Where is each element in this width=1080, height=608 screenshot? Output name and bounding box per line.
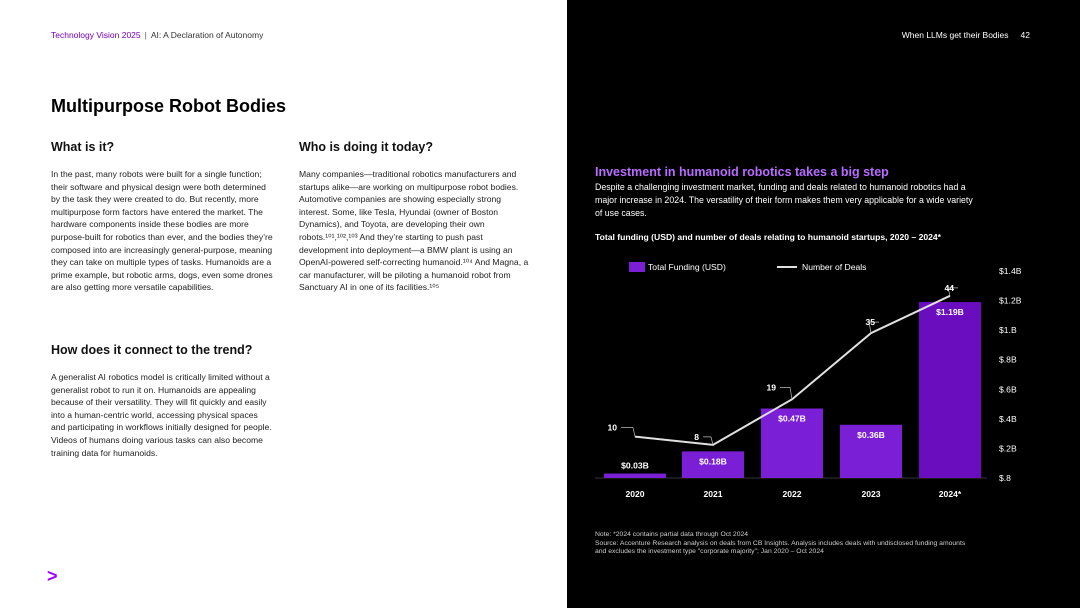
funding-bar-label: $1.19B [936, 307, 964, 318]
x-tick-label: 2021 [703, 489, 723, 499]
what-heading: What is it? [51, 140, 115, 154]
x-tick-label: 2022 [782, 489, 802, 499]
deals-point-label: 8 [694, 431, 699, 442]
chart-caption: Total funding (USD) and number of deals relating to humanoid startups, 2020 – 2024* [595, 232, 942, 242]
funding-bar-label: $0.36B [857, 429, 885, 440]
who-heading: Who is doing it today? [299, 140, 434, 154]
y-tick-label: $1.4B [999, 266, 1022, 276]
who-body: Many companies—traditional robotics manufacturers and startups alike—are working on multipurpose robot bodies. Automotive companies are showing especially strong interest. Some, like Tesla, Hyundai (owner of Boston Dynamics), and Toyota, are developing their own robots.¹⁰¹,¹⁰²,¹⁰³ And they’re starting to push past development into deployment—a BMW plant is using an OpenAI-powered self-correcting humanoid.¹⁰⁴ And Magna, a car manufacturer, will be piloting a humanoid robot from Sanctuary AI in one of its facilities.¹⁰⁵ [299, 169, 529, 293]
deals-label-leader [621, 428, 635, 437]
page-title: Multipurpose Robot Bodies [51, 96, 286, 116]
chart-note [595, 531, 975, 557]
deals-point-label: 35 [865, 317, 875, 328]
what-body: In the past, many robots were built for a single function; their software and physical design were both determined by the task they were created to do. But recently, more multipurpose form factors have entered the market. The hardware components inside these bodies are more purpose-built for robotics than ever, and the bodies they’re composed into are increasingly general-purpose, meaning they can take on multiple types of tasks. Humanoids are a prime example, but robotic arms, dogs, even some drones are also getting more versatile capabilities. [51, 169, 273, 293]
legend-deals-label: Number of Deals [802, 262, 867, 272]
funding-bar-label: $0.18B [699, 456, 727, 467]
header-separator: | [144, 30, 147, 40]
y-tick-label: $.8B [999, 354, 1017, 365]
x-tick-label: 2024* [938, 489, 962, 499]
legend-funding-label: Total Funding (USD) [648, 262, 726, 272]
deals-point-label: 10 [607, 422, 617, 433]
chart-subtitle: Despite a challenging investment market, funding and deals related to humanoid robotics had a major increase in 2024. The versatility of their form makes them very applicable for a wide variety of use cases. [595, 182, 973, 218]
section-name: When LLMs get their Bodies [901, 30, 1009, 40]
report-name: Technology Vision 2025 [51, 30, 141, 40]
funding-bar-label: $0.47B [778, 413, 806, 424]
chart-title: Investment in humanoid robotics takes a big step [595, 165, 889, 179]
y-tick-label: $1.B [999, 325, 1017, 336]
funding-bar [604, 474, 666, 478]
note-source: Source: Accenture Research analysis on deals from CB Insights. Analysis includes deals with undisclosed funding amounts and excludes the investment type "corporate majority"; Jan 2020 – Oct 2024 [595, 539, 966, 556]
funding-deals-chart [567, 0, 1080, 608]
deals-point-label: 19 [766, 382, 776, 393]
y-tick-label: $.2B [999, 443, 1017, 454]
x-tick-label: 2020 [625, 489, 645, 499]
header-breadcrumb [51, 30, 263, 40]
page-number: 42 [1020, 30, 1030, 40]
note-partial-data: Note: *2024 contains partial data through Oct 2024 [595, 531, 749, 538]
deals-label-leader [780, 387, 792, 399]
x-tick-label: 2023 [861, 489, 881, 499]
y-tick-label: $1.2B [999, 295, 1022, 306]
y-tick-label: $.8 [999, 473, 1011, 483]
accenture-logo-icon: > [47, 566, 58, 586]
chart-panel [567, 0, 1080, 608]
y-tick-label: $.4B [999, 413, 1017, 424]
how-heading: How does it connect to the trend? [51, 343, 253, 357]
y-tick-label: $.6B [999, 384, 1017, 395]
how-body: A generalist AI robotics model is critically limited without a generalist robot to run it on. Humanoids are appealing because of their versatility. They will fit quickly and easily into a human-centric world, accessing physical spaces and participating in workflows initially designed for people. Videos of humans doing various tasks can also become training data for humanoids. [51, 372, 272, 458]
report-subtitle: AI: A Declaration of Autonomy [150, 30, 264, 40]
funding-bar [919, 302, 981, 478]
funding-bar-label: $0.03B [621, 460, 649, 471]
deals-point-label: 44 [944, 282, 954, 293]
